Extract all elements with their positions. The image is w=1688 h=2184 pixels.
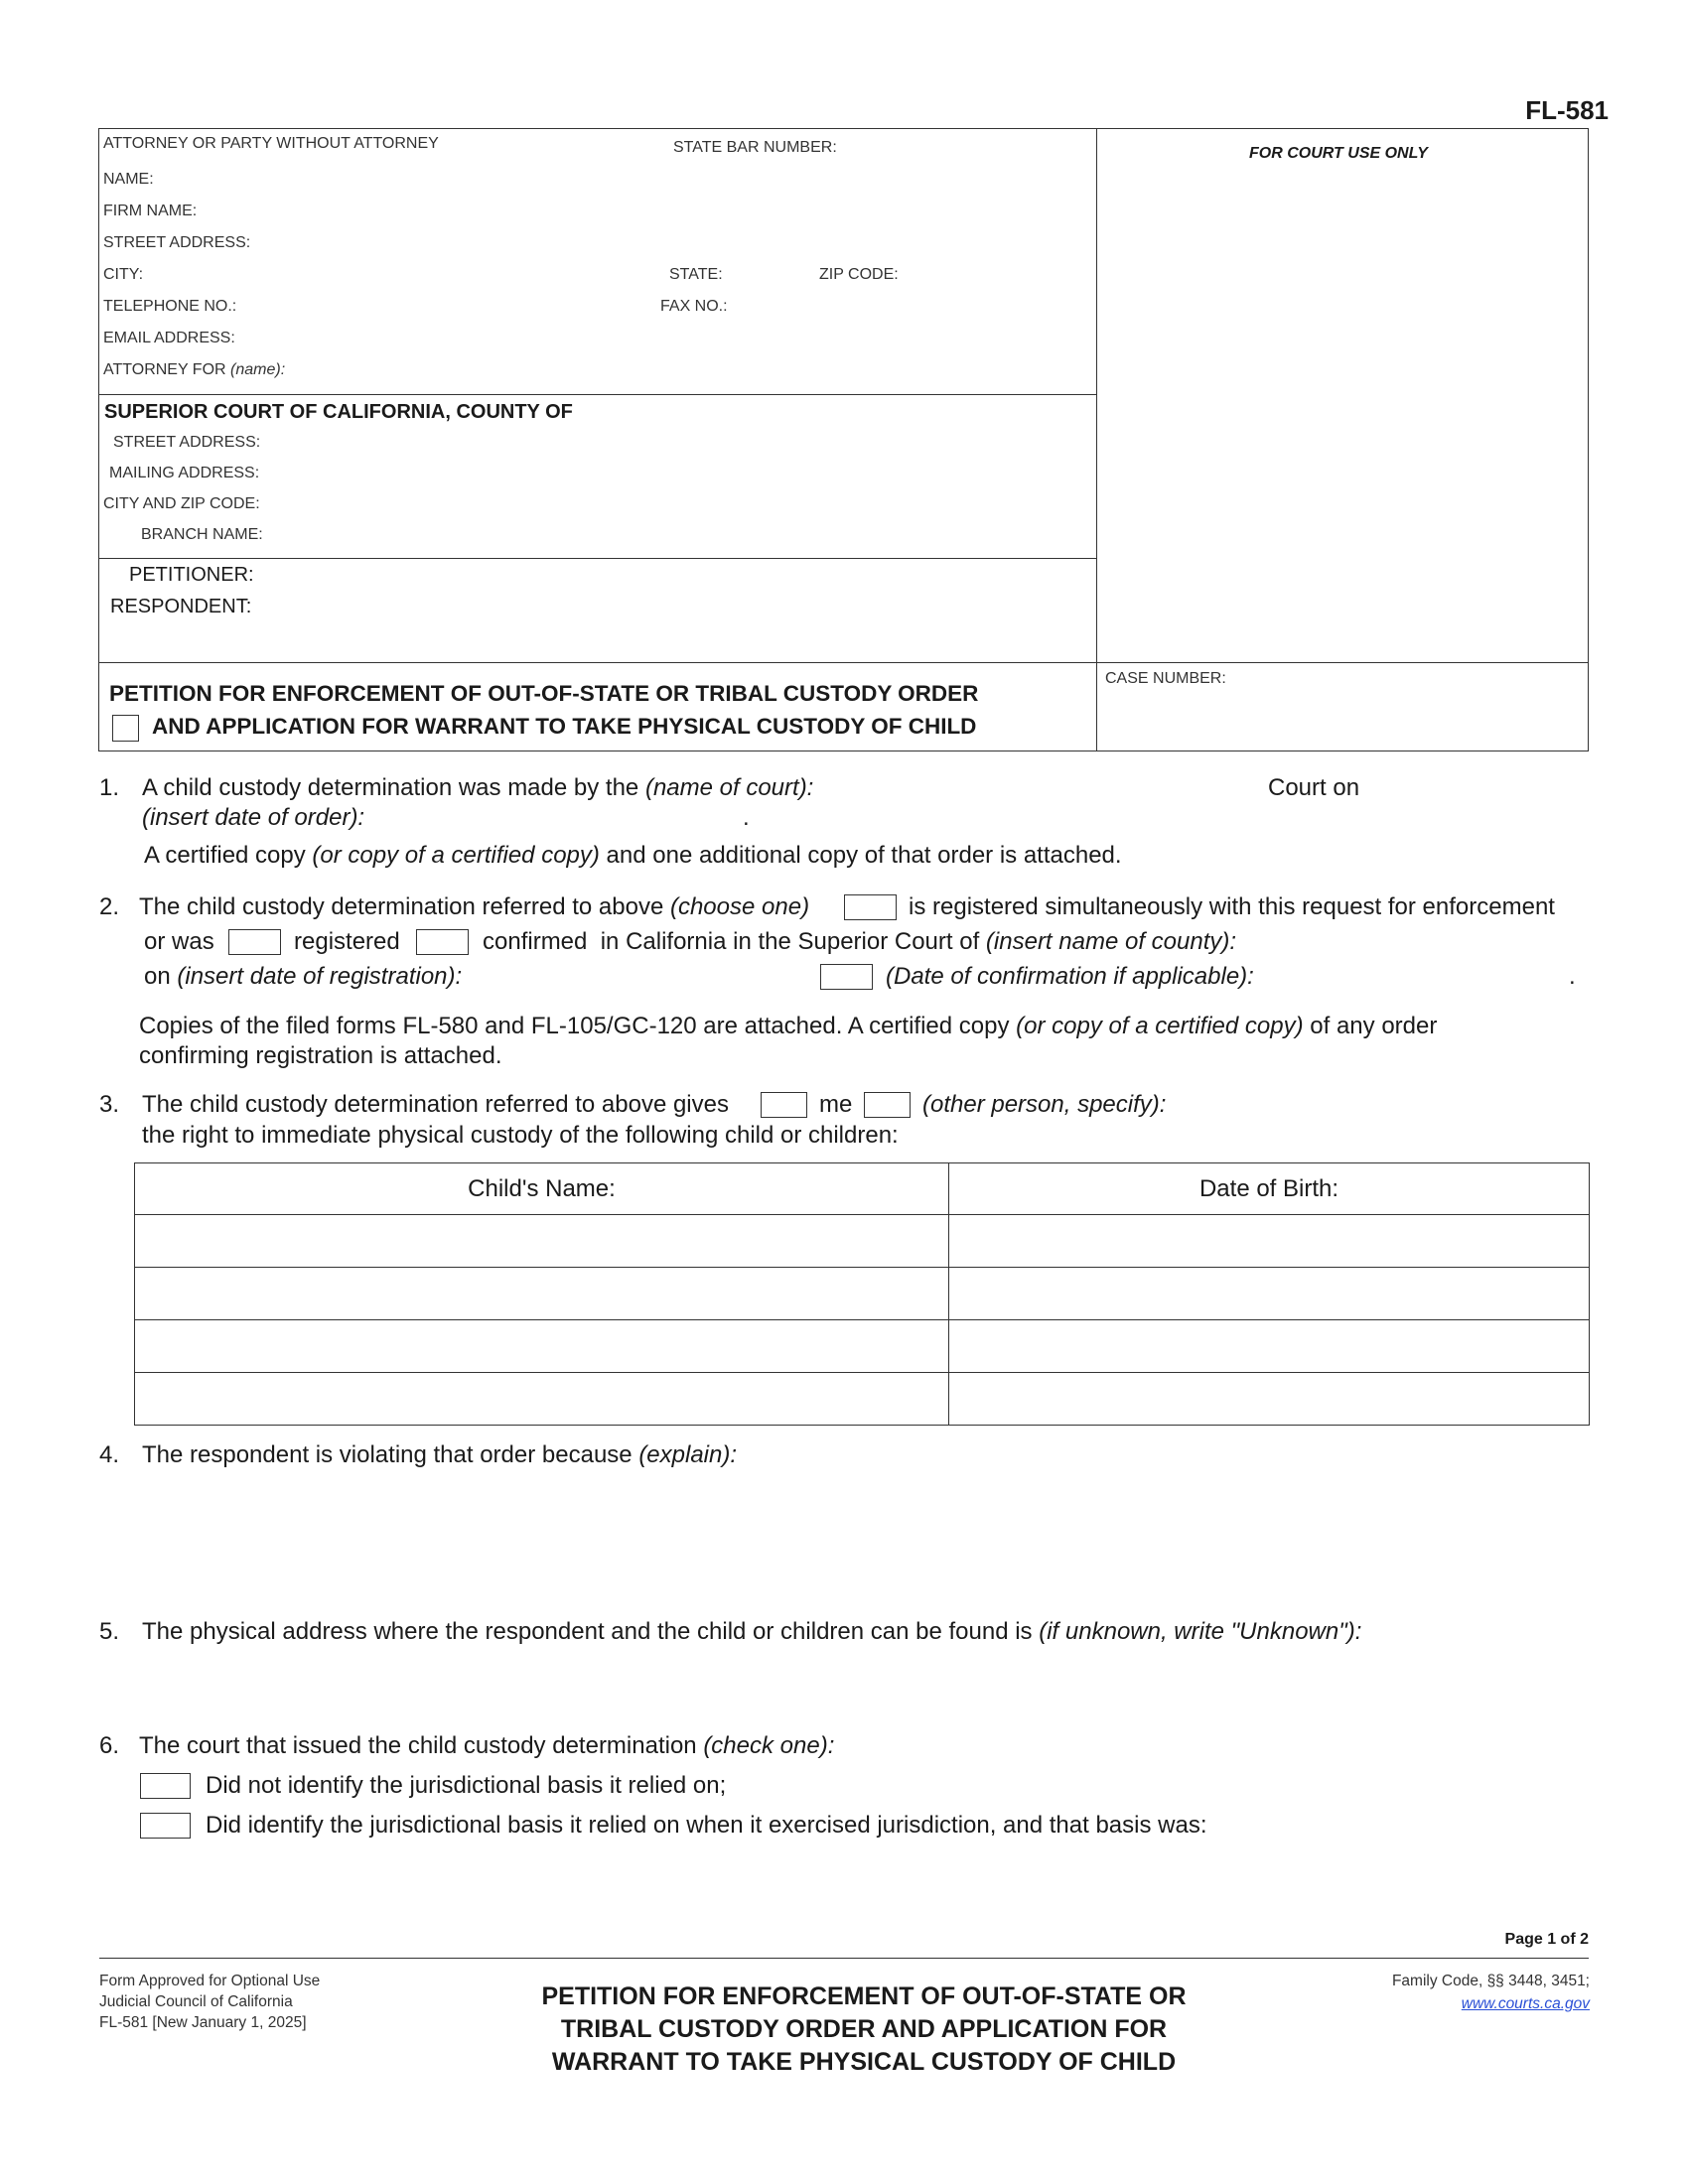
item3-text: The child custody determination referred to above gives [142, 1091, 729, 1118]
footer-title [447, 1980, 1281, 2079]
item2-reg-date-note: (insert date of registration): [177, 963, 463, 990]
fax-label: FAX NO.: [660, 298, 728, 315]
form-title-line2: AND APPLICATION FOR WARRANT TO TAKE PHYSICAL CUSTODY OF CHILD [152, 714, 977, 739]
item2-number: 2. [99, 893, 120, 920]
item1-court-on: Court on [1268, 774, 1360, 801]
caption-divider [1096, 128, 1097, 751]
court-city-zip-label: CITY AND ZIP CODE: [103, 495, 260, 512]
item2-county-note: (insert name of county): [985, 928, 1237, 955]
item6-option1: Did not identify the jurisdictional basis it relied on; [206, 1772, 727, 1799]
item2-confirm-date-note: (Date of confirmation if applicable): [886, 963, 1254, 990]
street-address-label: STREET ADDRESS: [103, 234, 251, 251]
email-label: EMAIL ADDRESS: [103, 330, 235, 346]
item4-text: The respondent is violating that order because [142, 1441, 639, 1468]
item2-copies-line2: confirming registration is attached. [139, 1042, 502, 1069]
case-number-label: CASE NUMBER: [1105, 670, 1226, 687]
child-name-cell[interactable] [135, 1215, 949, 1268]
item1-certified-note: (or copy of a certified copy) [312, 842, 600, 869]
item2-in-california: in California in the Superior Court of [600, 928, 986, 955]
court-use-only: FOR COURT USE ONLY [1249, 145, 1428, 162]
child-dob-cell[interactable] [949, 1268, 1590, 1320]
item1-date-dot: . [743, 804, 750, 831]
gives-me-checkbox[interactable] [761, 1092, 807, 1118]
petitioner-label: PETITIONER: [129, 564, 254, 586]
item4-line [142, 1441, 737, 1469]
item2-on: on [144, 963, 178, 990]
item5-number: 5. [99, 1618, 120, 1645]
item5-line [142, 1618, 1361, 1646]
registered-checkbox[interactable] [228, 929, 281, 955]
item4-number: 4. [99, 1441, 120, 1468]
col-childs-name: Child's Name: [135, 1163, 949, 1215]
footer-title-2: TRIBAL CUSTODY ORDER AND APPLICATION FOR [560, 2015, 1168, 2043]
caption-rule-2 [98, 558, 1097, 559]
item2-or-was: or was [144, 928, 214, 955]
caption-frame [98, 128, 1589, 751]
child-dob-cell[interactable] [949, 1373, 1590, 1426]
court-street-label: STREET ADDRESS: [113, 434, 261, 451]
did-not-identify-checkbox[interactable] [140, 1773, 191, 1799]
item6-line [139, 1732, 834, 1760]
item5-note: (if unknown, write "Unknown"): [1039, 1618, 1362, 1645]
attorney-for-note: (name): [230, 361, 286, 378]
item2-line1 [139, 893, 809, 921]
item1-text: A child custody determination was made by the [142, 774, 645, 801]
warrant-application-checkbox[interactable] [112, 715, 139, 742]
footer-rule [99, 1958, 1589, 1959]
date-of-confirmation-checkbox[interactable] [820, 964, 873, 990]
item2-on-line [144, 963, 462, 991]
item5-text: The physical address where the respondent and the child or children can be found is [142, 1618, 1040, 1645]
item2-end-dot: . [1569, 963, 1576, 990]
child-name-cell[interactable] [135, 1373, 949, 1426]
footer-approved-2: Judicial Council of California [99, 1993, 293, 2010]
item6-text: The court that issued the child custody determination [139, 1732, 704, 1759]
children-table [134, 1162, 1590, 1426]
footer-website-link[interactable]: www.courts.ca.gov [1461, 1995, 1590, 2012]
table-row [135, 1268, 1590, 1320]
item3-number: 3. [99, 1091, 120, 1118]
item1-line3 [144, 842, 1122, 870]
state-label: STATE: [669, 266, 723, 283]
court-header: SUPERIOR COURT OF CALIFORNIA, COUNTY OF [104, 401, 573, 423]
footer-approved-3: FL-581 [New January 1, 2025] [99, 2014, 307, 2031]
registered-simultaneously-checkbox[interactable] [844, 894, 897, 920]
item3-line2: the right to immediate physical custody of the following child or children: [142, 1122, 899, 1149]
footer-code: Family Code, §§ 3448, 3451; [1391, 1973, 1590, 1989]
item2-copies-note: (or copy of a certified copy) [1016, 1013, 1304, 1039]
item3-other-note: (other person, specify): [922, 1091, 1167, 1118]
item1-line1 [142, 774, 813, 802]
table-row [135, 1373, 1590, 1426]
respondent-label: RESPONDENT: [110, 596, 252, 617]
court-branch-label: BRANCH NAME: [141, 526, 263, 543]
court-mailing-label: MAILING ADDRESS: [109, 465, 260, 481]
item6-note: (check one): [703, 1732, 835, 1759]
attorney-for-label [103, 361, 285, 379]
children-table-header [135, 1163, 1590, 1215]
item2-confirmed-line [483, 928, 1236, 956]
caption-rule-1 [98, 394, 1097, 395]
zip-label: ZIP CODE: [819, 266, 899, 283]
table-row [135, 1320, 1590, 1373]
item4-note: (explain): [638, 1441, 738, 1468]
item2-simultaneous-text: is registered simultaneously with this request for enforcement [909, 893, 1555, 920]
item6-number: 6. [99, 1732, 120, 1759]
item2-choose-note: (choose one) [669, 893, 810, 920]
caption-rule-3 [98, 662, 1589, 663]
attorney-header: ATTORNEY OR PARTY WITHOUT ATTORNEY [103, 135, 439, 152]
city-label: CITY: [103, 266, 144, 283]
confirmed-checkbox[interactable] [416, 929, 469, 955]
item2-confirmed: confirmed [483, 928, 588, 955]
telephone-label: TELEPHONE NO.: [103, 298, 237, 315]
child-dob-cell[interactable] [949, 1215, 1590, 1268]
name-label: NAME: [103, 171, 154, 188]
footer-title-3: WARRANT TO TAKE PHYSICAL CUSTODY OF CHILD [551, 2048, 1177, 2076]
form-number: FL-581 [1525, 95, 1609, 125]
item2-registered: registered [294, 928, 400, 955]
item2-copies-line1 [139, 1013, 1437, 1040]
page-number: Page 1 of 2 [1504, 1931, 1589, 1948]
item3-me: me [819, 1091, 853, 1118]
gives-other-person-checkbox[interactable] [864, 1092, 911, 1118]
footer-approved-1: Form Approved for Optional Use [99, 1973, 321, 1989]
item2-copies-text: Copies of the filed forms FL-580 and FL-105/GC-120 are attached. A certified copy [139, 1013, 1017, 1039]
item1-number: 1. [99, 774, 120, 801]
table-row [135, 1215, 1590, 1268]
footer-title-1: PETITION FOR ENFORCEMENT OF OUT-OF-STATE OR [541, 1982, 1187, 2010]
attorney-for-text: ATTORNEY FOR [103, 361, 226, 378]
firm-name-label: FIRM NAME: [103, 203, 198, 219]
item1-attached-text: and one additional copy of that order is attached. [599, 842, 1122, 869]
form-title-line1: PETITION FOR ENFORCEMENT OF OUT-OF-STATE OR TRIBAL CUSTODY ORDER [109, 681, 979, 706]
did-identify-checkbox[interactable] [140, 1813, 191, 1839]
item1-date-note: (insert date of order): [142, 804, 365, 831]
child-name-cell[interactable] [135, 1268, 949, 1320]
item2-copies-end: of any order [1303, 1013, 1438, 1039]
child-name-cell[interactable] [135, 1320, 949, 1373]
item6-option2: Did identify the jurisdictional basis it relied on when it exercised jurisdiction, and that basis was: [206, 1812, 1207, 1839]
col-date-of-birth: Date of Birth: [949, 1163, 1590, 1215]
child-dob-cell[interactable] [949, 1320, 1590, 1373]
item1-note: (name of court): [644, 774, 814, 801]
item1-certified-text: A certified copy [144, 842, 313, 869]
state-bar-label: STATE BAR NUMBER: [673, 139, 837, 156]
item2-text: The child custody determination referred to above [139, 893, 670, 920]
